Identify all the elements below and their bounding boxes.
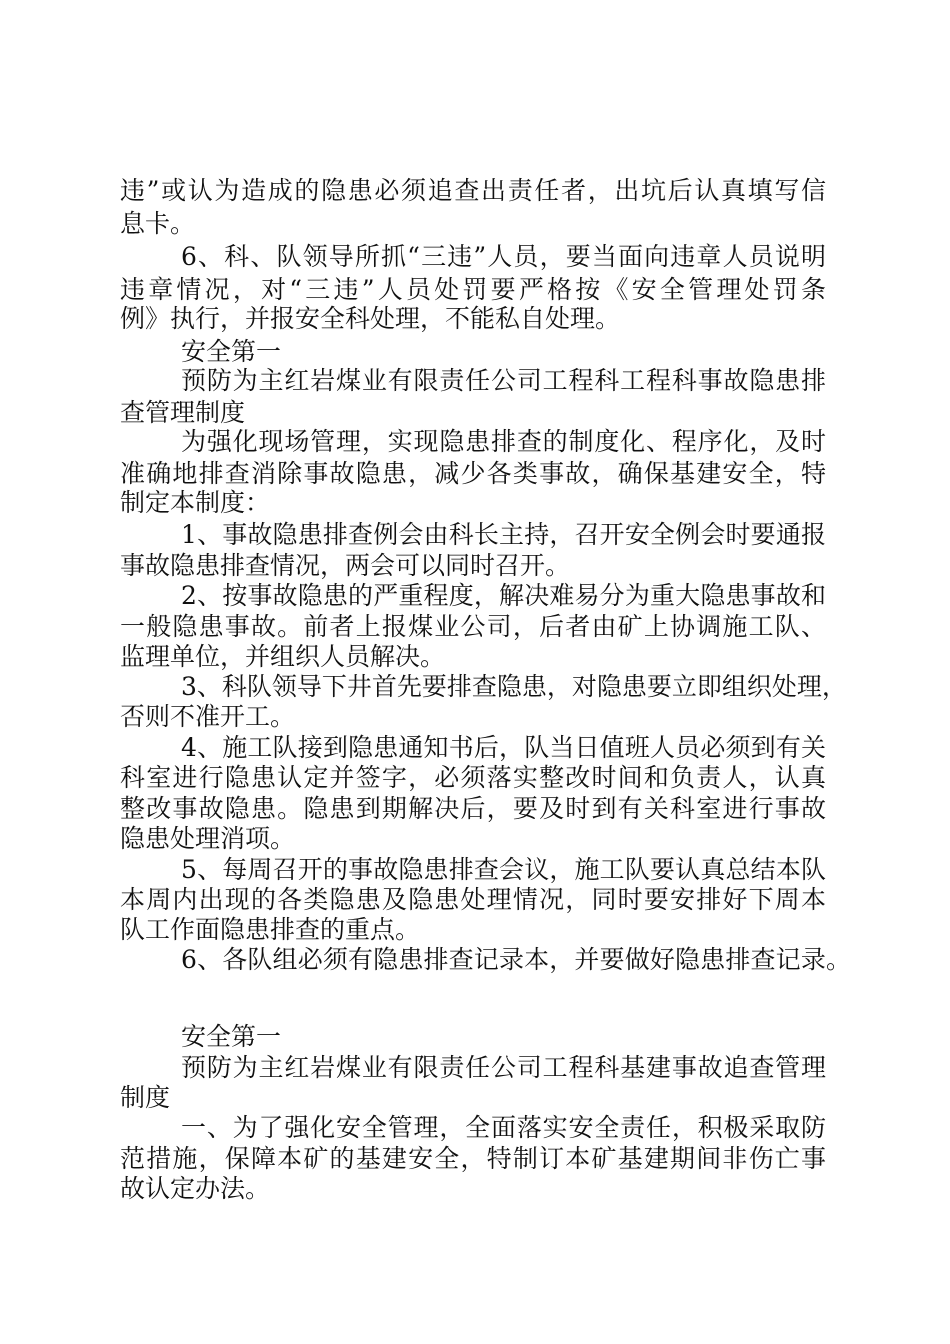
list-item-line: 隐患处理消项。 — [120, 824, 296, 853]
list-item-line: 科室进行隐患认定并签字，必须落实整改时间和负责人，认真 — [120, 763, 826, 792]
list-item-line: 2、按事故隐患的严重程度，解决难易分为重大隐患事故和 — [181, 581, 826, 610]
list-item-line: 队工作面隐患排查的重点。 — [120, 915, 421, 944]
paragraph-line: 一、为了强化安全管理，全面落实安全责任，积极采取防 — [181, 1113, 826, 1142]
paragraph-line: 为强化现场管理，实现隐患排查的制度化、程序化，及时 — [181, 427, 826, 456]
list-item-line: 3、科队领导下井首先要排查隐患，对隐患要立即组织处理， — [181, 672, 847, 701]
list-item-line: 否则不准开工。 — [120, 702, 296, 731]
section-title: 预防为主红岩煤业有限责任公司工程科基建事故追查管理 — [181, 1053, 826, 1082]
list-item-line: 事故隐患排查情况，两会可以同时召开。 — [120, 551, 571, 580]
paragraph-line: 息卡。 — [120, 209, 196, 238]
list-item-line: 1、事故隐患排查例会由科长主持，召开安全例会时要通报 — [181, 520, 826, 549]
section-title: 查管理制度 — [120, 398, 246, 427]
list-item-line: 一般隐患事故。前者上报煤业公司，后者由矿上协调施工队、 — [120, 612, 826, 641]
list-item-line: 本周内出现的各类隐患及隐患处理情况，同时要安排好下周本 — [120, 885, 826, 914]
section-label: 安全第一 — [181, 337, 282, 366]
list-item-line: 4、施工队接到隐患通知书后，队当日值班人员必须到有关 — [181, 733, 826, 762]
section-label: 安全第一 — [181, 1022, 282, 1051]
section-title: 预防为主红岩煤业有限责任公司工程科工程科事故隐患排 — [181, 366, 826, 395]
paragraph-line: 故认定办法。 — [120, 1174, 271, 1203]
paragraph-line: 制定本制度： — [120, 488, 271, 517]
list-item-line: 整改事故隐患。隐患到期解决后，要及时到有关科室进行事故 — [120, 794, 826, 823]
paragraph-line: 准确地排查消除事故隐患，减少各类事故，确保基建安全，特 — [120, 459, 826, 488]
section-title: 制度 — [120, 1083, 171, 1112]
paragraph-line: 违”或认为造成的隐患必须追查出责任者，出坑后认真填写信 — [120, 176, 826, 205]
paragraph-line: 违章情况，对“三违”人员处罚要严格按《安全管理处罚条 — [120, 275, 826, 304]
list-item-line: 6、各队组必须有隐患排查记录本，并要做好隐患排查记录。 — [181, 945, 851, 974]
paragraph-line: 6、科、队领导所抓“三违”人员，要当面向违章人员说明 — [181, 242, 826, 271]
paragraph-line: 例》执行，并报安全科处理，不能私自处理。 — [120, 304, 621, 333]
list-item-line: 监理单位，并组织人员解决。 — [120, 642, 446, 671]
paragraph-line: 范措施，保障本矿的基建安全，特制订本矿基建期间非伤亡事 — [120, 1144, 826, 1173]
list-item-line: 5、每周召开的事故隐患排查会议，施工队要认真总结本队 — [181, 855, 826, 884]
